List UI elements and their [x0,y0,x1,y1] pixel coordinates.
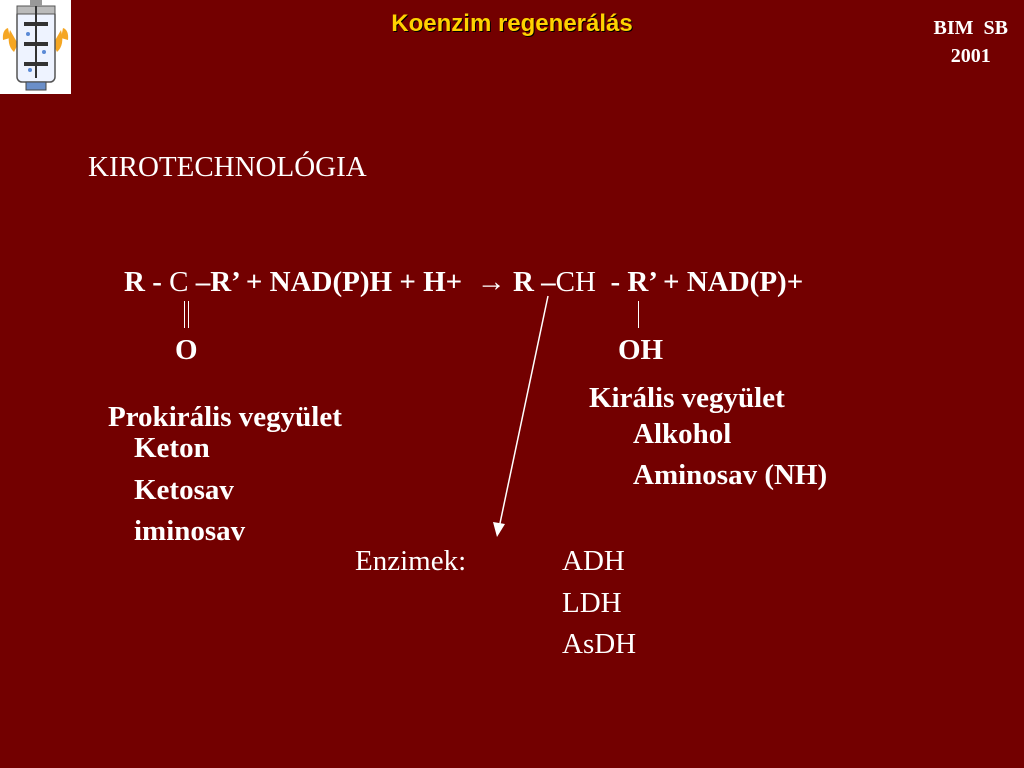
chiral-title: Királis vegyület [589,382,785,414]
prochiral-item-iminosav: iminosav [134,515,246,547]
equation-reactants: –R’ + NAD(P)H + H+ [188,266,477,298]
reaction-arrow-icon: → [476,266,506,298]
equation-r-left: R - [124,266,170,298]
oxygen-label: O [175,334,198,366]
year-label: 2001 [950,45,991,67]
enzymes-label: Enzimek: [355,545,467,577]
enzyme-item-asdh: AsDH [562,628,637,660]
slide-title: Koenzim regenerálás [391,10,633,37]
prochiral-title: Prokirális vegyület [108,401,342,433]
prochiral-item-keton: Keton [134,432,210,464]
bim-label: BIM SB [933,17,1008,39]
equation-products: - R’ + NAD(P)+ [595,266,804,298]
chiral-item-alkohol: Alkohol [633,418,732,450]
chiral-item-aminosav: Aminosav (NH) [633,459,828,491]
section-heading: KIROTECHNOLÓGIA [88,151,367,183]
equation-carbon: C [169,266,189,298]
equation-product-r: R – [505,266,556,298]
enzyme-item-adh: ADH [562,545,625,577]
equation-ch: CH [555,266,596,298]
prochiral-item-ketosav: Ketosav [134,474,234,506]
hydroxyl-label: OH [618,334,664,366]
enzyme-item-ldh: LDH [562,587,622,619]
